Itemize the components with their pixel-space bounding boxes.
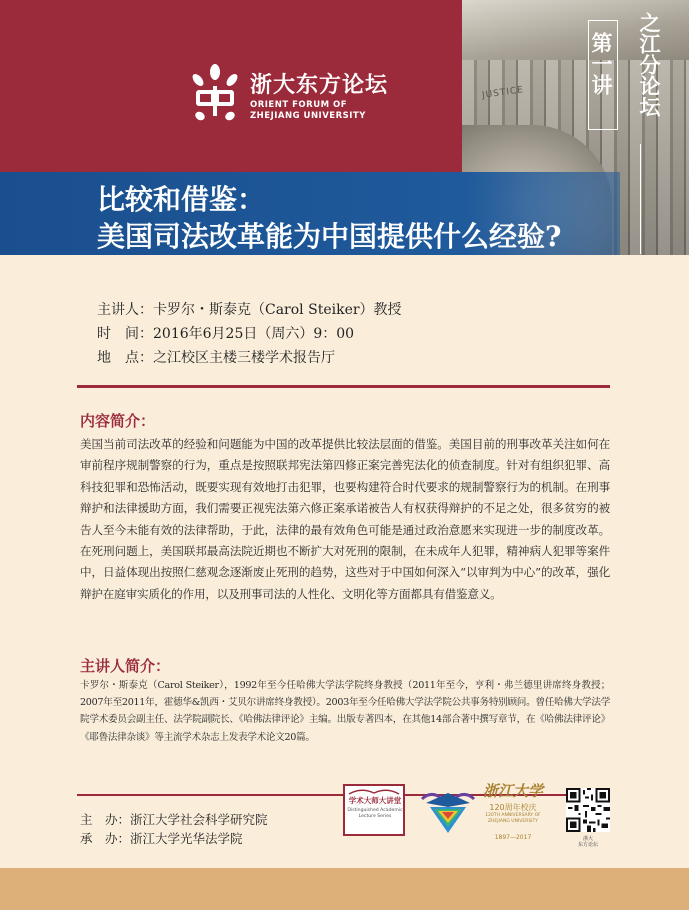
anniversary-english: 120TH ANNIVERSARY OF ZHEJIANG UNIVERSITY [485, 813, 541, 824]
anniversary-university: 浙江大学 [482, 782, 543, 800]
lecture-logo-subtitle: Distinguished Academic Lecture Series [347, 808, 403, 819]
lecture-title-line2: 美国司法改革能为中国提供什么经验? [97, 220, 562, 253]
series-number: 第一讲 [589, 32, 614, 95]
place-line: 地 点：之江校区主楼三楼学术报告厅 [97, 350, 335, 366]
host-org: 主 办：浙江大学社会科学研究院 [80, 812, 268, 827]
series-divider [640, 144, 641, 254]
bottom-bar [0, 868, 689, 910]
qr-caption-line2: 东方论坛 [577, 842, 598, 848]
lecture-logo-title: 学术大师大讲堂 [348, 796, 402, 805]
header-banner [0, 0, 689, 255]
intro-heading: 内容简介： [80, 412, 156, 430]
divider-rule [77, 385, 610, 388]
lecture-title-line1: 比较和借鉴： [97, 183, 266, 216]
photo-inscription: JUSTICE [481, 85, 525, 101]
anniversary-logo [482, 780, 544, 846]
bio-paragraph: 卡罗尔・斯泰克（Carol Steiker），1992年至今任哈佛大学法学院终身教授（2011年至今，亨利・弗兰德里讲席终身教授；2007年至2011年，霍德华&凯西・艾贝尔讲席终身教授）。2003年至今任哈佛大学法学院公共事务特别顾问。曾任哈佛大学法学院学术委员会副主任、法学院副院长、《哈佛法律评论》主编。出版专著四本，在其他14部合著中撰写章节，在《哈佛法律评论》《耶鲁法律杂谈》等主流学术杂志上发表学术论文20篇。 [80, 680, 610, 743]
intro-paragraph: 美国当前司法改革的经验和问题能为中国的改革提供比较法层面的借鉴。美国目前的刑事改革关注如何在审前程序规制警察的行为，重点是按照联邦宪法第四修正案完善宪法化的侦查制度。针对有组织犯罪、高科技犯罪和恐怖活动，既要实现有效地打击犯罪，也要构建符合时代要求的规制警察行为的机制。在刑事辩护和法律援助方面，我们需要正视宪法第六修正案承诺被告人有权获得辩护的不足之处，很多贫穷的被告人至今未能有效的法律帮助，于此，法律的最有效角色可能是通过政治意愿来实现进一步的制度改革。在死刑问题上，美国联邦最高法院近期也不断扩大对死刑的限制，在未成年人犯罪，精神病人犯罪等案件中，日益体现出按照仁慈观念逐渐废止死刑的趋势，这些对于中国如何深入“以审判为中心”的改革，强化辩护在庭审实质化的作用，以及刑事司法的人性化、文明化等方面都具有借鉴意义。 [80, 437, 610, 601]
anniversary-years: 1897—2017 [494, 834, 532, 841]
lecture-series-logo [343, 784, 405, 836]
bio-heading: 主讲人简介： [80, 657, 171, 675]
qr-caption [566, 836, 610, 848]
qr-caption-line1: 浙大 [582, 836, 593, 842]
forum-name-cn: 浙大东方论坛 [250, 73, 389, 98]
anniversary-label: 120周年校庆 [489, 803, 537, 812]
organizer-org: 承 办：浙江大学光华法学院 [80, 831, 243, 846]
zhejiang-university-emblem-icon [420, 787, 476, 837]
time-line: 时 间：2016年6月25日（周六）9：00 [97, 326, 355, 342]
forum-name-en-line2: ZHEJIANG UNIVERSITY [250, 111, 366, 121]
qr-code-icon [566, 788, 610, 832]
forum-logo [188, 62, 438, 132]
forum-name-en-line1: ORIENT FORUM OF [250, 100, 348, 110]
series-name: 之江分论坛 [637, 12, 662, 117]
forum-flower-logo-icon [188, 62, 242, 124]
speaker-line: 主讲人：卡罗尔・斯泰克（Carol Steiker）教授 [97, 302, 402, 318]
